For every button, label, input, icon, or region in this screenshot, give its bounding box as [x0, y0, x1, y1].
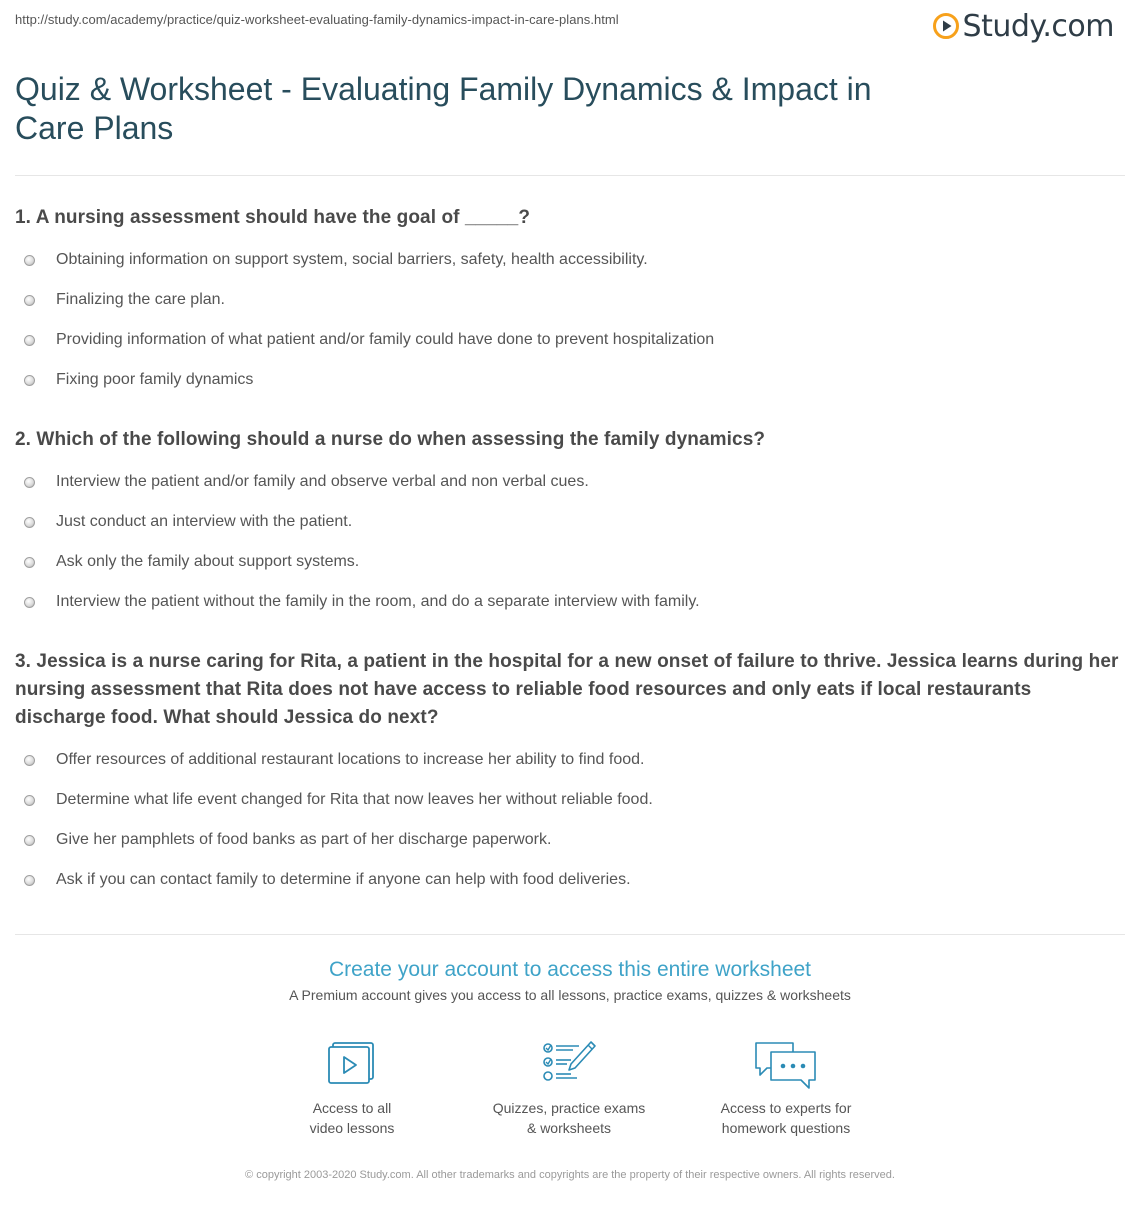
answer-label: Ask if you can contact family to determine if anyone can help with food deliveries.: [56, 871, 631, 888]
feature-label: [686, 1098, 886, 1138]
answer-option[interactable]: [15, 740, 1125, 780]
feature-label-line: Access to experts for: [720, 1100, 852, 1116]
radio-button[interactable]: [24, 295, 35, 306]
cta-subtitle: A Premium account gives you access to all lessons, practice exams, quizzes & worksheets: [289, 987, 851, 1003]
page-url[interactable]: http://study.com/academy/practice/quiz-worksheet-evaluating-family-dynamics-impact-in-care-plans.html: [15, 12, 619, 27]
feature-label-line: homework questions: [721, 1120, 851, 1136]
answer-label: Interview the patient and/or family and observe verbal and non verbal cues.: [56, 473, 589, 490]
answer-label: Fixing poor family dynamics: [56, 371, 254, 388]
feature-label-line: Quizzes, practice exams: [492, 1100, 646, 1116]
page-title: Quiz & Worksheet - Evaluating Family Dynamics & Impact in Care Plans: [15, 71, 872, 146]
cta-divider: [15, 934, 1125, 935]
radio-button[interactable]: [24, 597, 35, 608]
answer-option[interactable]: [15, 360, 1125, 400]
answer-option[interactable]: [15, 542, 1125, 582]
copyright-text: © copyright 2003-2020 Study.com. All other trademarks and copyrights are the property of their respective owners. All rights reserved.: [245, 1169, 895, 1181]
question-text: 2. Which of the following should a nurse do when assessing the family dynamics?: [15, 429, 766, 450]
cta-title-link[interactable]: Create your account to access this entire worksheet: [328, 958, 812, 981]
answer-options: [15, 240, 1125, 400]
feature-quizzes: [469, 1040, 669, 1138]
answer-option[interactable]: [15, 860, 1125, 900]
answer-option[interactable]: [15, 320, 1125, 360]
answer-option[interactable]: [15, 582, 1125, 622]
radio-button[interactable]: [24, 795, 35, 806]
radio-button[interactable]: [24, 517, 35, 528]
radio-button[interactable]: [24, 335, 35, 346]
answer-label: Interview the patient without the family in the room, and do a separate interview with family.: [56, 593, 700, 610]
answer-label: Obtaining information on support system, social barriers, safety, health accessibility.: [56, 251, 648, 268]
feature-label-line: Access to all: [312, 1100, 392, 1116]
answer-option[interactable]: [15, 462, 1125, 502]
answer-label: Just conduct an interview with the patient.: [56, 513, 353, 530]
top-bar: [0, 0, 1140, 50]
question-text: 3. Jessica is a nurse caring for Rita, a patient in the hospital for a new onset of failure to thrive. Jessica learns during her nursing assessment that Rita does not have access to reliable food resources and only eats if local restaurants discharge food. What should Jessica do next?: [15, 651, 1119, 728]
logo-text: Study.com: [962, 8, 1114, 44]
answer-option[interactable]: [15, 502, 1125, 542]
quiz-questions: [15, 204, 1125, 900]
video-lesson-icon: [326, 1040, 378, 1086]
study-logo[interactable]: [933, 6, 1114, 46]
question-1: [15, 204, 1125, 400]
play-logo-icon: [933, 13, 959, 39]
feature-label: [252, 1098, 452, 1138]
answer-label: Offer resources of additional restaurant locations to increase her ability to find food.: [56, 751, 645, 768]
signup-cta: [0, 955, 1140, 1003]
premium-features: [0, 1040, 1140, 1150]
answer-options: [15, 462, 1125, 622]
answer-option[interactable]: [15, 820, 1125, 860]
feature-label: [469, 1098, 669, 1138]
answer-options: [15, 740, 1125, 900]
feature-label-line: video lessons: [309, 1120, 395, 1136]
feature-experts: [686, 1040, 886, 1138]
answer-label: Providing information of what patient and/or family could have done to prevent hospitalization: [56, 331, 715, 348]
radio-button[interactable]: [24, 477, 35, 488]
question-text: 1. A nursing assessment should have the goal of _____?: [15, 207, 531, 228]
feature-video-lessons: [252, 1040, 452, 1138]
footer: [0, 1167, 1140, 1184]
answer-option[interactable]: [15, 240, 1125, 280]
chat-bubbles-icon: [753, 1040, 819, 1092]
feature-label-line: & worksheets: [526, 1120, 612, 1136]
radio-button[interactable]: [24, 875, 35, 886]
radio-button[interactable]: [24, 255, 35, 266]
answer-option[interactable]: [15, 780, 1125, 820]
question-2: [15, 426, 1125, 622]
title-divider: [15, 175, 1125, 176]
quiz-checklist-icon: [541, 1040, 597, 1086]
answer-label: Give her pamphlets of food banks as part of her discharge paperwork.: [56, 831, 552, 848]
radio-button[interactable]: [24, 835, 35, 846]
answer-label: Finalizing the care plan.: [56, 291, 225, 308]
question-3: [15, 648, 1125, 900]
radio-button[interactable]: [24, 557, 35, 568]
answer-label: Ask only the family about support systems.: [56, 553, 360, 570]
radio-button[interactable]: [24, 375, 35, 386]
answer-label: Determine what life event changed for Rita that now leaves her without reliable food.: [56, 791, 653, 808]
radio-button[interactable]: [24, 755, 35, 766]
answer-option[interactable]: [15, 280, 1125, 320]
